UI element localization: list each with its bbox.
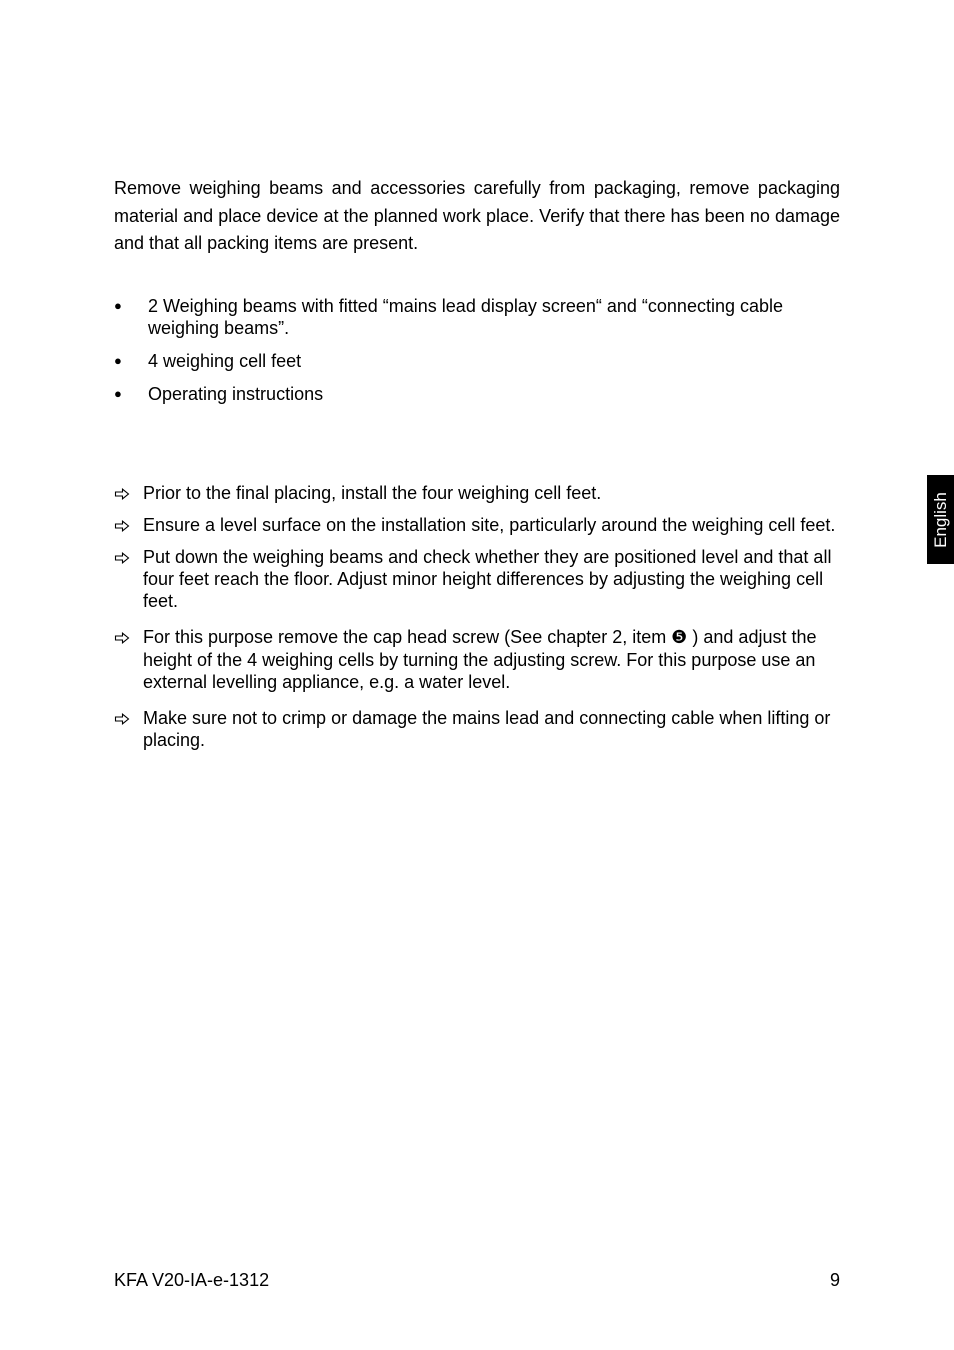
footer-document-id: KFA V20-IA-e-1312 (114, 1270, 270, 1290)
step-text-continued: ) and adjust the height of the 4 weighing cells by turning the adjusting screw. For this purpose use an external levelling appliance, e.g. a water level. (143, 627, 817, 692)
hollow-right-arrow-icon (114, 520, 130, 532)
step-item (114, 626, 844, 693)
bullet-icon: ● (114, 353, 122, 368)
step-item (114, 482, 844, 504)
language-tab-label: English (930, 491, 950, 548)
step-item (114, 546, 844, 612)
footer-page-number: 9 (829, 1270, 840, 1290)
bullet-icon: ● (114, 298, 122, 313)
hollow-right-arrow-icon (114, 552, 130, 564)
list-item (114, 350, 840, 372)
step-text: Make sure not to crimp or damage the mains lead and connecting cable when lifting or placing. (143, 708, 831, 750)
step-text: Put down the weighing beams and check whether they are positioned level and that all four feet reach the floor. Adjust minor height differences by adjusting the weighing cell feet. (143, 547, 832, 611)
list-item-text: 4 weighing cell feet (148, 351, 302, 371)
list-item (114, 383, 840, 405)
language-tab (927, 475, 954, 564)
step-text: For this purpose remove the cap head screw (See chapter 2, item (143, 627, 672, 647)
delivery-list (114, 295, 840, 416)
bullet-icon: ● (114, 386, 122, 401)
list-item-text: Operating instructions (148, 384, 324, 404)
step-text: Ensure a level surface on the installation site, particularly around the weighing cell feet. (143, 515, 836, 535)
hollow-right-arrow-icon (114, 488, 130, 500)
intro-paragraph: Remove weighing beams and accessories carefully from packaging, remove packaging material and place device at the planned work place. Verify that there has been no damage and that all packing items are present. (114, 178, 840, 253)
item-number-marker: ❺ (671, 627, 688, 648)
list-item (114, 295, 840, 339)
step-text: Prior to the final placing, install the four weighing cell feet. (143, 483, 602, 503)
setup-steps-list (114, 482, 844, 761)
step-item (114, 707, 844, 751)
hollow-right-arrow-icon (114, 713, 130, 725)
hollow-right-arrow-icon (114, 632, 130, 644)
list-item-text: 2 Weighing beams with fitted “mains lead display screen“ and “connecting cable weighing beams”. (148, 296, 784, 338)
step-item (114, 514, 844, 536)
